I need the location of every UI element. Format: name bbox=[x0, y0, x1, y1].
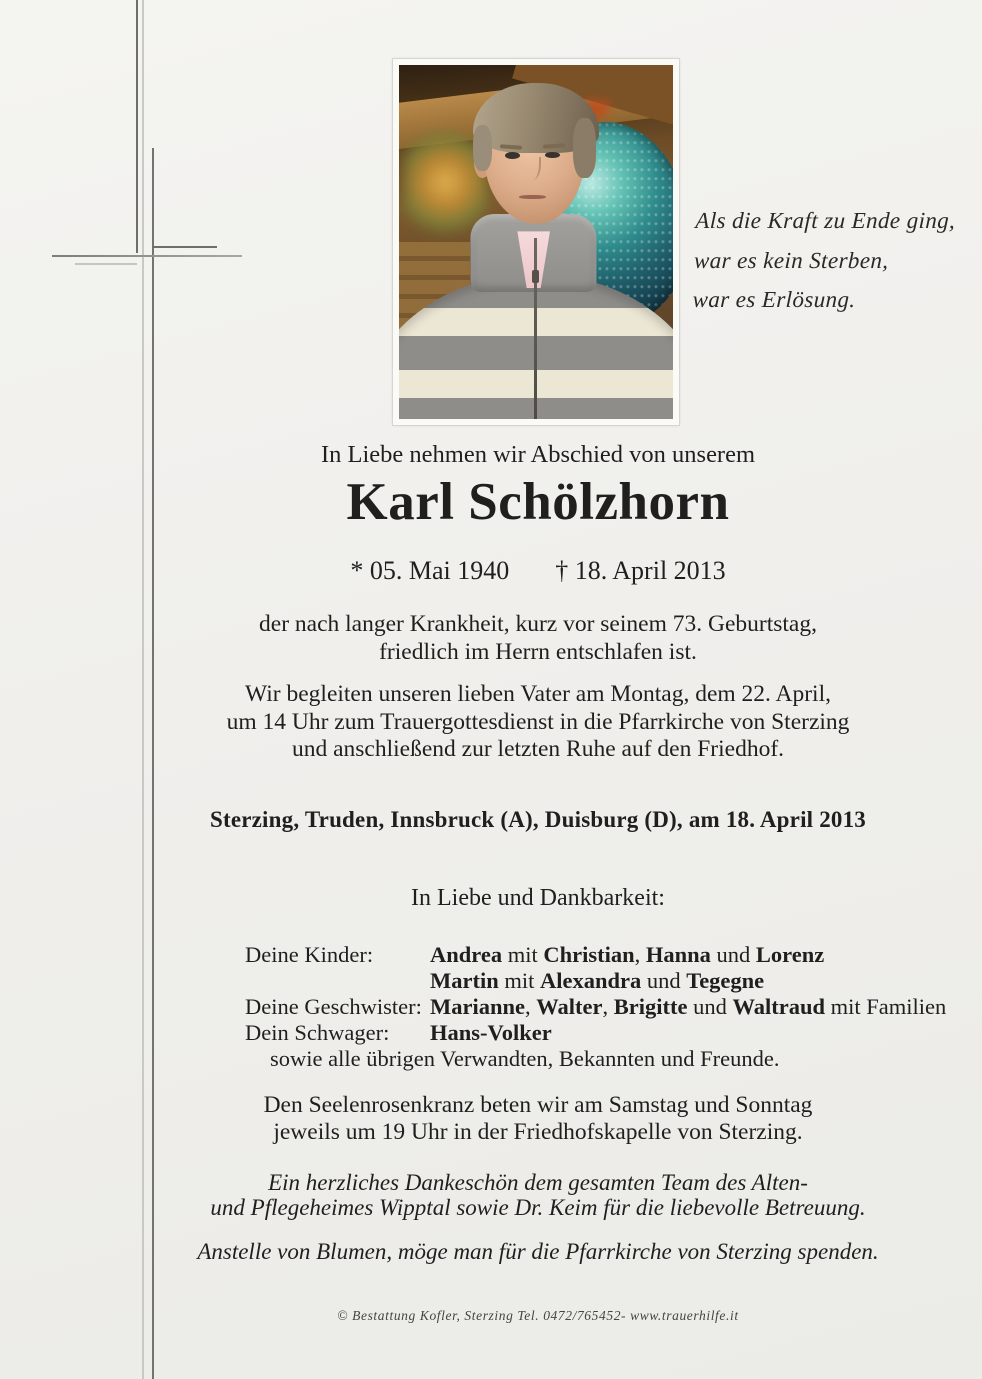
family-row-label bbox=[245, 968, 430, 994]
cross-vertical-line-top bbox=[136, 0, 138, 253]
life-dates bbox=[95, 556, 981, 586]
family-closing-line: sowie alle übrigen Verwandten, Bekannten und Freunde. bbox=[270, 1046, 780, 1071]
birth-symbol: * bbox=[350, 556, 364, 585]
family-list bbox=[245, 942, 960, 1072]
portrait-zipper bbox=[534, 238, 537, 419]
portrait-zipper-pull bbox=[532, 270, 539, 283]
family-row-names: Hans-Volker bbox=[430, 1020, 552, 1045]
portrait-hair-side-left bbox=[473, 125, 492, 171]
quote-line: Als die Kraft zu Ende ging, bbox=[694, 208, 956, 233]
cross-horizontal-line-left bbox=[75, 263, 137, 265]
family-row-children-2 bbox=[245, 968, 960, 994]
death-cross-symbol: † bbox=[555, 556, 569, 585]
portrait-hair-side-right bbox=[573, 118, 596, 178]
family-row-label: Deine Geschwister: bbox=[245, 994, 422, 1019]
quote-line: war es Erlösung. bbox=[692, 287, 857, 312]
rosary-paragraph: Den Seelenrosenkranz beten wir am Samstag und Sonntag jeweils um 19 Uhr in der Friedhofskapelle von Sterzing. bbox=[263, 1092, 813, 1145]
thanks-paragraph: Ein herzliches Dankeschön dem gesamten Team des Alten- und Pflegeheimes Wipptal sowie Dr. Keim für die liebevolle Betreuung. bbox=[210, 1170, 866, 1220]
portrait-eye-left bbox=[505, 152, 520, 159]
quote-line: war es kein Sterben, bbox=[693, 247, 889, 273]
gratitude-heading: In Liebe und Dankbarkeit: bbox=[411, 885, 665, 911]
photo-scene bbox=[399, 65, 673, 419]
funeral-home-footer: © Bestattung Kofler, Sterzing Tel. 0472/765452- www.trauerhilfe.it bbox=[337, 1308, 739, 1323]
death-circumstance-paragraph: der nach langer Krankheit, kurz vor seinem 73. Geburtstag, friedlich im Herrn entschlafen ist. bbox=[259, 611, 817, 665]
family-row-label: Dein Schwager: bbox=[245, 1020, 390, 1045]
death-date: † 18. April 2013 bbox=[555, 556, 726, 585]
donation-request-line: Anstelle von Blumen, möge man für die Pfarrkirche von Sterzing spenden. bbox=[197, 1239, 879, 1264]
funeral-service-paragraph: Wir begleiten unseren lieben Vater am Montag, dem 22. April, um 14 Uhr zum Trauergottesdienst in die Pfarrkirche von Sterzing und anschließend zur letzten Ruhe auf den Friedhof. bbox=[226, 681, 850, 762]
cross-horizontal-line-long bbox=[52, 255, 242, 257]
family-row-children bbox=[245, 942, 960, 968]
family-row-label: Deine Kinder: bbox=[245, 942, 374, 967]
birth-date: * 05. Mai 1940 bbox=[350, 556, 510, 585]
family-row-siblings bbox=[245, 994, 960, 1020]
family-row-names: Andrea mit Christian, Hanna und Lorenz bbox=[430, 942, 825, 967]
family-row-brother-in-law bbox=[245, 1020, 960, 1046]
cross-horizontal-line-right bbox=[153, 246, 217, 248]
deceased-name: Karl Schölzhorn bbox=[346, 473, 730, 531]
family-row-names: Martin mit Alexandra und Tegegne bbox=[430, 968, 765, 993]
farewell-intro-line: In Liebe nehmen wir Abschied von unserem bbox=[320, 441, 756, 468]
portrait-photo bbox=[393, 59, 679, 425]
family-row-names: Marianne, Walter, Brigitte und Waltraud mit Familien bbox=[430, 994, 947, 1019]
portrait-mouth bbox=[519, 195, 546, 200]
memorial-quote bbox=[692, 201, 964, 320]
places-and-date-line: Sterzing, Truden, Innsbruck (A), Duisburg (D), am 18. April 2013 bbox=[209, 807, 866, 832]
